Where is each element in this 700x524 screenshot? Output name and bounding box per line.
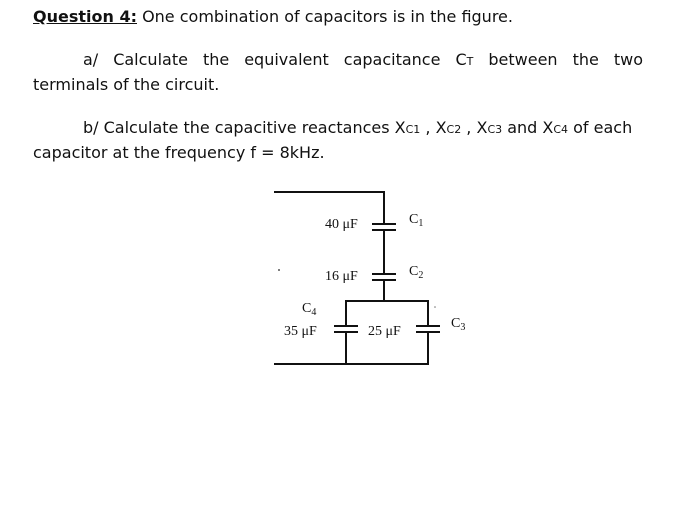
c1-value-label: 40 μF (325, 217, 358, 232)
part-b-text-3: , X (461, 118, 488, 137)
c3-name-label: $C_3$ (451, 316, 466, 333)
c3-value-label: 25 μF (368, 324, 401, 339)
part-b-sub-4: C4 (553, 123, 569, 136)
part-b-text-2: , X (420, 118, 447, 137)
part-b-sub-3: C3 (487, 123, 503, 136)
c2-value-label: 16 μF (325, 269, 358, 284)
c4-name-label: $C_4$ (302, 301, 317, 318)
stray-dot-right (434, 306, 436, 308)
part-b-text-1: b/ Calculate the capacitive reactances X (83, 118, 406, 137)
part-b-text-5: of each capacitor at the frequency f = 8kHz. (33, 118, 633, 162)
part-a-suffix: between the two terminals of the circuit. (33, 50, 643, 94)
part-b-sub-1: C1 (405, 123, 421, 136)
c2-name-label: $C_2$ (409, 264, 424, 281)
c4-value-label: 35 μF (284, 324, 317, 339)
part-a-subscript: T (466, 55, 474, 68)
c1-name-label: $C_1$ (409, 212, 424, 229)
question-label: Question 4: (33, 7, 137, 26)
part-b-sub-2: C2 (446, 123, 462, 136)
part-a-prefix: a/ Calculate the equivalent capacitance C (83, 50, 467, 69)
part-b-text-4: and X (502, 118, 554, 137)
terminal-dot-left (278, 269, 280, 271)
question-text: One combination of capacitors is in the figure. (136, 7, 513, 26)
